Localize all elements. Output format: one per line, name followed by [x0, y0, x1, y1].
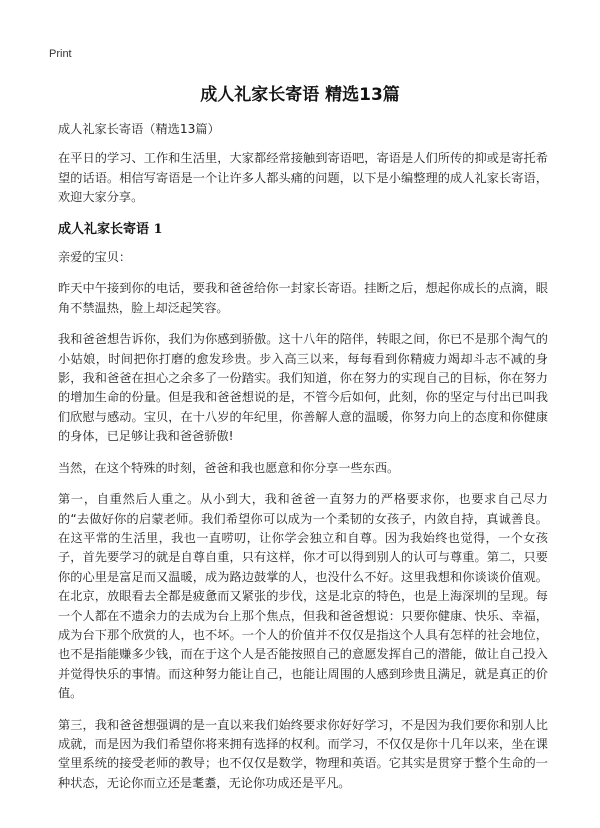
paragraph-3: 当然，在这个特殊的时刻，爸爸和我也愿意和你分享一些东西。	[58, 460, 400, 475]
page-title: 成人礼家长寄语 精选13篇	[200, 85, 400, 105]
greeting: 亲爱的宝贝：	[58, 250, 132, 265]
intro-paragraph: 在平日的学习、工作和生活里，大家都经常接触到寄语吧，寄语是人们所传的抑或是寄托希望的话语。相信写寄语是一个让许多人都头痛的问题，以下是小编整理的成人礼家长寄语，欢迎大家分享。	[58, 151, 548, 205]
paragraph-2: 我和爸爸想告诉你，我们为你感到骄傲。这十八年的陪伴，转眼之间，你已不是那个淘气的小姑娘，时间把你打磨的愈发珍贵。步入高三以来，每每看到你精疲力竭却斗志不减的身影，我和爸爸在担心之余多了一份踏实。我们知道，你在努力的实现自己的目标，你在努力的增加生命的份量。但是我和爸爸想说的是，不管今后如何，此刻，你的坚定与付出已叫我们欣慰与感动。宝贝，在十八岁的年纪里，你善解人意的温暖，你努力向上的态度和你健康的身体，已足够让我和爸爸骄傲!	[58, 332, 548, 444]
article-body	[58, 120, 548, 805]
subtitle: 成人礼家长寄语（精选13篇）	[58, 122, 220, 136]
paragraph-4: 第一，自重然后人重之。从小到大，我和爸爸一直努力的严格要求你，也要求自己尽力的“去做好你的启蒙老师。我们希望你可以成为一个柔韧的女孩子，内敛自持，真诚善良。在这平常的生活里，我也一直唠叨，让你学会独立和自尊。因为我始终也觉得，一个女孩子，首先要学习的就是自尊自重，只有这样，你才可以得到别人的认可与尊重。第二，只要你的心里是富足而又温暖，成为路边鼓掌的人，也没什么不好。这里我想和你谈谈价值观。在北京，放眼看去全都是疲惫而又紧张的步伐，这是北京的特色，也是上海深圳的呈现。每一个人都在不遗余力的去成为台上那个焦点，但我和爸爸想说：只要你健康、快乐、幸福，成为台下那个欣赏的人，也不坏。一个人的价值并不仅仅是指这个人具有怎样的社会地位，也不是指能赚多少钱，而在于这个人是否能按照自己的意愿发挥自己的潜能，做让自己投入并觉得快乐的事情。而这种努力能让自己，也能让周围的人感到珍贵且满足，就是真正的价值。	[58, 492, 548, 701]
section-heading: 成人礼家长寄语 1	[58, 221, 163, 237]
print-link[interactable]: Print	[49, 48, 72, 60]
paragraph-5: 第三，我和爸爸想强调的是一直以来我们始终要求你好好学习，不是因为我们要你和别人比成就，而是因为我们希望你将来拥有选择的权利。而学习，不仅仅是你十几年以来，坐在课堂里系统的接受老师的教导；也不仅仅是数学，物理和英语。它其实是贯穿于整个生命的一种状态，无论你而立还是耄耋，无论你功成还是平凡。	[58, 717, 548, 790]
paragraph-1: 昨天中午接到你的电话，要我和爸爸给你一封家长寄语。挂断之后，想起你成长的点滴，眼角不禁温热，脸上却泛起笑容。	[58, 281, 548, 315]
